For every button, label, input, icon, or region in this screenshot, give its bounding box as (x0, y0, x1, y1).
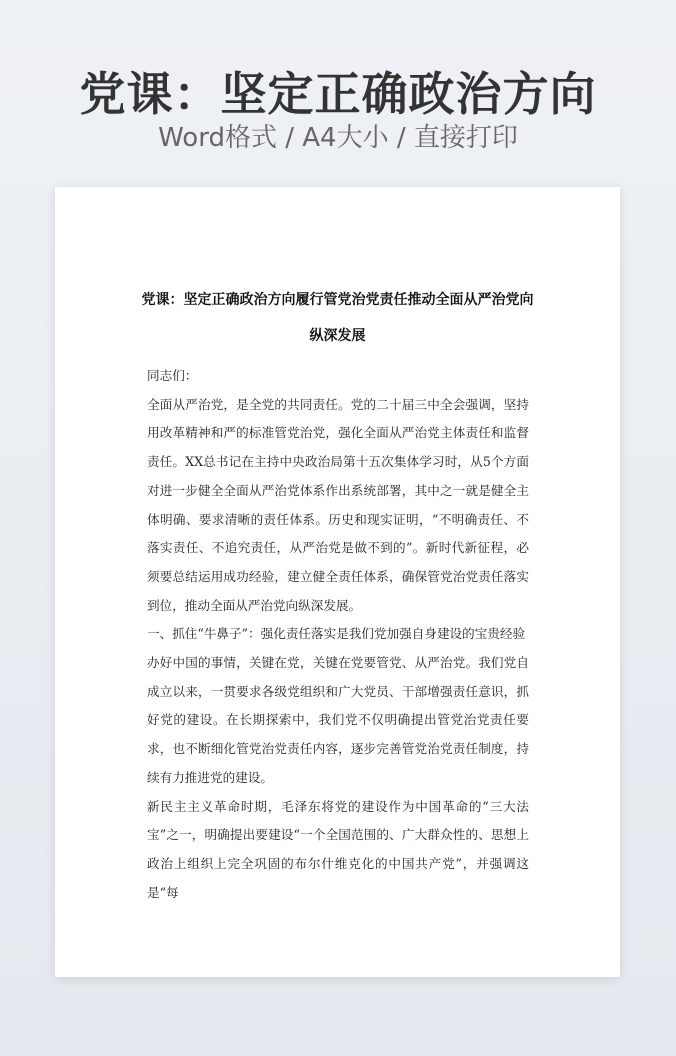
section-heading: 一、抓住“牛鼻子”：强化责任落实是我们党加强自身建设的宝贵经验 (147, 626, 526, 642)
document-body (147, 362, 529, 907)
banner-title: 党课：坚定正确政治方向 (79, 67, 597, 121)
document-title: 党课：坚定正确政治方向履行管党治党责任推动全面从严治党向纵深发展 (141, 292, 534, 344)
banner-subtitle: Word格式 / A4大小 / 直接打印 (158, 123, 518, 153)
document-page (55, 187, 620, 977)
body-paragraph: 办好中国的事情，关键在党，关键在党要管党、从严治党。我们党自成立以来，一贯要求各级党组织和广大党员、干部增强责任意识，抓好党的建设。在长期探索中，我们党不仅明确提出管党治党责任要求，也不断细化管党治党责任内容，逐步完善管党治党责任制度，持续有力推进党的建设。 (147, 655, 529, 785)
body-paragraph: 新民主主义革命时期，毛泽东将党的建设作为中国革命的“三大法宝”之一，明确提出要建设“一个全国范围的、广大群众性的、思想上政治上组织上完全巩固的布尔什维克化的中国共产党”，并强调这是“每 (147, 798, 529, 900)
salutation: 同志们： (147, 368, 198, 383)
body-paragraph: 全面从严治党，是全党的共同责任。党的二十届三中全会强调，坚持用改革精神和严的标准管党治党，强化全面从严治党主体责任和监督责任。XX总书记在主持中央政治局第十五次集体学习时，从5个方面对进一步健全全面从严治党体系作出系统部署，其中之一就是健全主体明确、要求清晰的责任体系。历史和现实证明，“不明确责任、不落实责任、不追究责任，从严治党是做不到的”。新时代新征程，必须要总结运用成功经验，建立健全责任体系，确保管党治党责任落实到位，推动全面从严治党向纵深发展。 (147, 396, 529, 613)
